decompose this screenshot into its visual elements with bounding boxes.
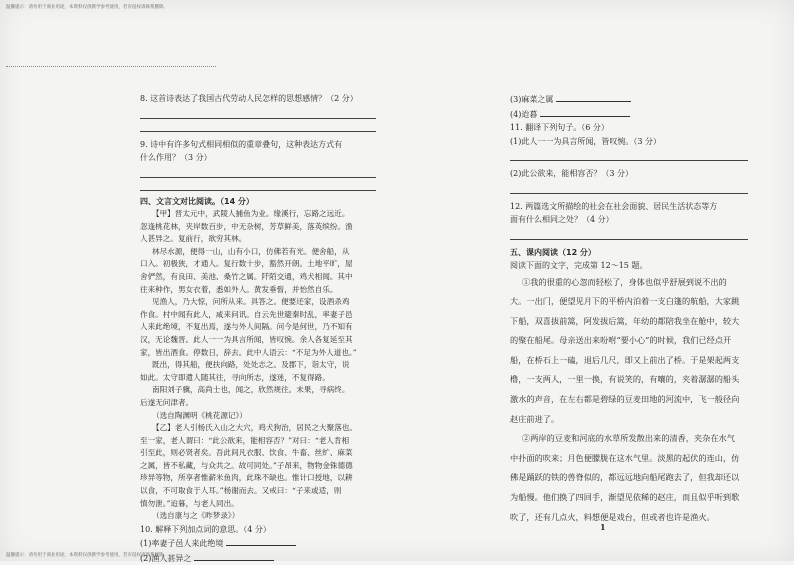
passage-line: 口入。初极狭，才通人。复行数十步，豁然开朗。土地平旷，屋 [140,259,353,269]
reading-line: 佛是踊跃的铁的兽脊似的，都远远地向船尾跑去了，但我却还以 [510,472,740,483]
question-10-4 [510,107,748,122]
passage-line: 慎勿泄。”迨暮，与老人同出。 [140,498,239,508]
left-column [140,92,376,565]
answer-line [140,119,376,132]
question-10-3 [510,92,748,107]
passage-source: （选自陶渊明《桃花源记》） [152,410,247,420]
section-5-title: 五、课内阅读（12 分） [510,247,596,257]
passage-source: （选自康与之《昨梦录》） [152,511,240,521]
passage-line: 人来此绝境，不复出焉，遂与外人间隔。问今是何世，乃不知有 [140,322,353,332]
answer-line [140,165,376,178]
passage-line: 林尽水源，便得一山，山有小口，仿佛若有光。便舍船，从 [152,246,350,256]
reading-line: 大。一出门，便望见月下的平桥内泊着一支白篷的航船，大家跳 [510,296,740,307]
passage-line: 舍俨然，有良田、美池、桑竹之属。阡陌交通，鸡犬相闻。其中 [140,271,353,281]
question-11: 11. 翻译下列句子。（6 分） [510,123,609,132]
answer-line [510,181,748,194]
passage-line: 作食。村中闻有此人，咸来问讯。自云先世避秦时乱，率妻子邑 [140,309,353,319]
passage-line: 【乙】老人引杨氏入山之大穴，鸡犬狗治，居民之大聚落也。 [152,423,358,433]
passage-line: 【甲】晋太元中，武陵人捕鱼为业。缘溪行，忘路之远近。 [152,209,350,218]
page-number: 1 [600,522,606,532]
question-10-1 [140,536,376,551]
passage-line: 忽逢桃花林，夹岸数百步，中无杂树，芳草鲜美，落英缤纷。渔 [140,221,353,231]
answer-line [510,148,748,161]
passage-line: 如此。太守即遣人随其往，寻向所志，遂迷，不复得路。 [140,372,330,382]
question-10-2-text: (2)渔人甚异之 [140,553,192,563]
question-10-4-text: (4)迨暮 [510,109,538,119]
passage-jia [140,208,376,422]
question-12-line1: 12. 两篇选文所描绘的社会在社会面貌、居民生活状态等方 [510,201,718,211]
reading-line: 为船慢。他们换了四回手，渐望见依稀的赵庄，而且似乎听到歌 [510,492,740,503]
question-10: 10. 解释下列加点词的意思。（4 分） [140,524,271,534]
reading-paragraph-1 [510,273,748,430]
question-11-2: (2)此公欲来，能相容否？（3 分） [510,169,633,178]
reading-line: 中扑面的吹来；月色便朦胧在这水气里。淡黑的起伏的连山，仿 [510,452,740,463]
reading-line: 的聚在船尾。母亲送出来吩咐“要小心”的时候，我们已经点开 [510,335,732,346]
reading-line: 下船，双喜拔前篙，阿发拔后篙，年幼的都陪我坐在舱中，较大 [510,315,740,326]
reading-instruction: 阅读下面的文字，完成第 12～15 题。 [510,261,648,270]
passage-line: 至一家，老人谓曰：“此公欲来，能相容否？”对曰：“老人肯相 [140,435,350,445]
passage-line: 往来种作，男女衣着，悉如外人。黄发垂髫，并怡然自乐。 [140,284,338,294]
passage-line: 既出，得其船，便扶向路，处处志之。及郡下，诣太守，说 [152,360,350,370]
passage-line: 见渔人，乃大惊，问所从来。具答之。便要还家，设酒杀鸡 [152,297,350,307]
header-note: 温馨提示：请勿用于商业用途，本资料仅供教学参考使用，若有侵权请联系删除。 [6,5,168,10]
dotted-divider [6,66,216,67]
question-9-line2: 什么作用？（3 分） [140,153,212,162]
answer-blank [540,107,630,117]
question-12-line2: 面有什么相同之处？（4 分） [510,215,614,224]
reading-line: 船，在桥石上一磕，退后几尺，即又上前出了桥。于是架起两支 [510,354,740,365]
passage-line: 之属，皆不私藏，与众共之。故可同处。”子昂来，物物金铢德德 [140,460,353,470]
section-4-title: 四、文言文对比阅读。（14 分） [140,196,254,206]
answer-blank [194,551,274,561]
reading-line: 赵庄前进了。 [510,413,560,424]
reading-line: ①我的很重的心忽而轻松了，身体也似乎舒展到说不出的 [522,276,727,287]
reading-line: 吹了，还有几点火，料想便是戏台，但或者也许是渔火。 [510,511,715,522]
footer-note: 温馨提示：请勿用于商业用途，本资料仅供教学参考使用，若有侵权请联系删除。 [6,553,168,558]
passage-line: 珍异等物，所享者惟薪米鱼肉，此珠不缺也。惟计口授地，以耕 [140,473,353,483]
passage-line: 人甚异之。复前行，欲穷其林。 [140,234,247,244]
answer-blank [226,536,296,546]
passage-line: 引至此，则必贤者矣。吾此间凡衣服、饮食、牛畜、丝纩、麻菜 [140,448,353,458]
passage-line: 汉，无论魏晋。此人一一为具言所闻，皆叹惋。余人各复延至其 [140,334,353,344]
question-10-2 [140,551,376,565]
question-10-3-text: (3)麻菜之属 [510,95,554,104]
passage-yi [140,422,376,523]
answer-line [140,178,376,191]
reading-paragraph-2 [510,429,748,527]
passage-line: 后遂无问津者。 [140,397,194,407]
passage-line: 南阳刘子骥，高尚士也，闻之，欣然规往。未果，寻病终。 [152,385,350,395]
reading-line: 橹，一支两人，一里一换，有说笑的，有嚷的，夹着潺潺的船头 [510,374,740,385]
passage-line: 家，皆出酒食。停数日，辞去。此中人语云：“不足为外人道也。” [140,347,357,357]
answer-line [140,106,376,119]
reading-line: 激水的声音，在左右都是碧绿的豆麦田地的河流中，飞一般径向 [510,394,740,405]
question-9-line1: 9. 诗中有许多句式相同相似的重章叠句，这种表达方式有 [140,139,343,149]
answer-line [510,227,748,240]
question-10-1-text: (1)率妻子邑人来此绝境 [140,539,224,549]
question-8: 8. 这首诗表达了我国古代劳动人民怎样的思想感情？（2 分） [140,94,358,103]
question-11-1: (1)此人一一为具言所闻，皆叹惋。（3 分） [510,136,661,146]
reading-line: ②两岸的豆麦和河底的水草所发散出来的清香，夹杂在水气 [522,433,735,444]
passage-line: 以食，不可取食于人耳。”杨谢而去。又戒曰：“子来或适，则 [140,486,342,496]
right-column [510,92,748,527]
answer-blank [556,92,631,102]
